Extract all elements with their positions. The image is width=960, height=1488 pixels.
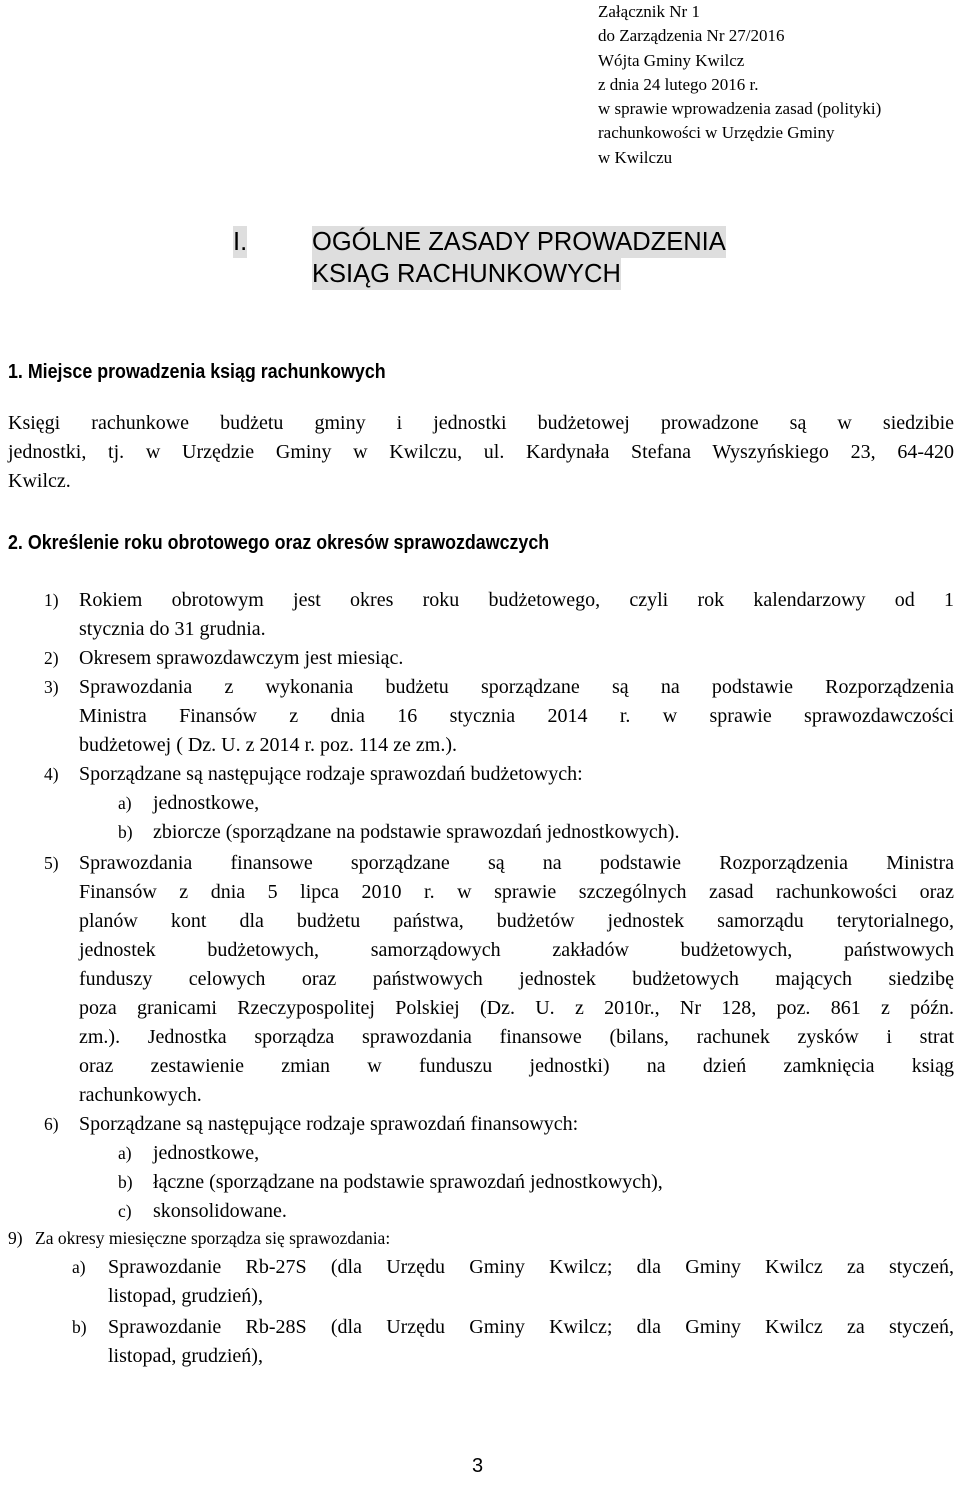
item-line: Za okresy miesięczne sporządza się sprawozdania: [35,1228,391,1248]
page-number: 3 [472,1455,484,1477]
item-line: poza granicami Rzeczypospolitej Polskiej (Dz. U. z 2010r., Nr 128, poz. 861 z późn. [79,997,954,1019]
item-line: jednostek budżetowych, samorządowych zakładów budżetowych, państwowych [79,939,954,961]
subitem-letter: b) [72,1317,87,1337]
item-number: 4) [44,764,59,784]
subitem-text: Sprawozdanie Rb-27S (dla Urzędu Gminy Kwilcz; dla Gminy Kwilcz za styczeń, [108,1256,954,1278]
subitem-text: skonsolidowane. [153,1200,287,1222]
header-line: rachunkowości w Urzędzie Gminy [598,123,835,143]
item-line: planów kont dla budżetu państwa, budżetów jednostek samorządu terytorialnego, [79,910,954,932]
section-1-line: Kwilcz. [8,470,71,492]
item-line: Sporządzane są następujące rodzaje sprawozdań budżetowych: [79,763,583,785]
item-line: stycznia do 31 grudnia. [79,618,266,640]
item-line: rachunkowych. [79,1084,202,1106]
item-line: Sprawozdania z wykonania budżetu sporządzane są na podstawie Rozporządzenia [79,676,954,698]
item-line: Finansów z dnia 5 lipca 2010 r. w sprawie szczególnych zasad rachunkowości oraz [79,881,954,903]
header-line: Wójta Gminy Kwilcz [598,50,745,70]
item-line: funduszy celowych oraz państwowych jednostek budżetowych mających siedzibę [79,968,954,990]
item-line: Sporządzane są następujące rodzaje sprawozdań finansowych: [79,1113,579,1135]
subitem-text: listopad, grudzień), [108,1285,263,1307]
item-line: Ministra Finansów z dnia 16 stycznia 2014 r. w sprawie sprawozdawczości [79,705,954,727]
subitem-text: jednostkowe, [153,1142,260,1164]
item-number: 9) [8,1228,23,1248]
item-number: 2) [44,648,59,668]
subitem-letter: a) [72,1257,86,1277]
header-line: z dnia 24 lutego 2016 r. [598,74,759,94]
header-line: do Zarządzenia Nr 27/2016 [598,26,785,46]
item-number: 3) [44,677,59,697]
item-line: oraz zestawienie zmian w funduszu jednostki) na dzień zamknięcia ksiąg [79,1055,954,1077]
subitem-letter: a) [118,1143,132,1163]
section-2-heading: 2. Określenie roku obrotowego oraz okresów sprawozdawczych [8,531,550,554]
attachment-header [598,0,948,170]
chapter-title-line1: OGÓLNE ZASADY PROWADZENIA [312,228,726,256]
item-line: budżetowej ( Dz. U. z 2014 r. poz. 114 ze zm.). [79,734,458,756]
subitem-text: Sprawozdanie Rb-28S (dla Urzędu Gminy Kwilcz; dla Gminy Kwilcz za styczeń, [108,1316,954,1338]
section-1-heading: 1. Miejsce prowadzenia ksiąg rachunkowych [8,360,386,383]
subitem-letter: a) [118,793,132,813]
item-line: Okresem sprawozdawczym jest miesiąc. [79,647,404,669]
header-line: w sprawie wprowadzenia zasad (polityki) [598,99,882,119]
subitem-text: łączne (sporządzane na podstawie sprawozdań jednostkowych), [153,1171,663,1193]
subitem-text: jednostkowe, [153,792,260,814]
item-number: 5) [44,853,59,873]
item-line: Sprawozdania finansowe sporządzane są na podstawie Rozporządzenia Ministra [79,852,954,874]
item-number: 6) [44,1114,59,1134]
item-line: Rokiem obrotowym jest okres roku budżetowego, czyli rok kalendarzowy od 1 [79,589,954,611]
chapter-numeral: I. [233,228,248,256]
item-line: zm.). Jednostka sporządza sprawozdania finansowe (bilans, rachunek zysków i strat [79,1026,954,1048]
section-1-line: jednostki, tj. w Urzędzie Gminy w Kwilczu, ul. Kardynała Stefana Wyszyńskiego 23, 64-420 [8,441,954,463]
subitem-letter: b) [118,822,133,842]
subitem-text: listopad, grudzień), [108,1345,263,1367]
item-number: 1) [44,590,59,610]
subitem-letter: b) [118,1172,133,1192]
subitem-letter: c) [118,1201,132,1221]
header-line: Załącznik Nr 1 [598,2,700,21]
section-1-line: Księgi rachunkowe budżetu gminy i jednostki budżetowej prowadzone są w siedzibie [8,412,954,434]
chapter-title-line2: KSIĄG RACHUNKOWYCH [312,260,621,288]
subitem-text: zbiorcze (sporządzane na podstawie sprawozdań jednostkowych). [153,821,680,843]
header-line: w Kwilczu [598,147,673,167]
